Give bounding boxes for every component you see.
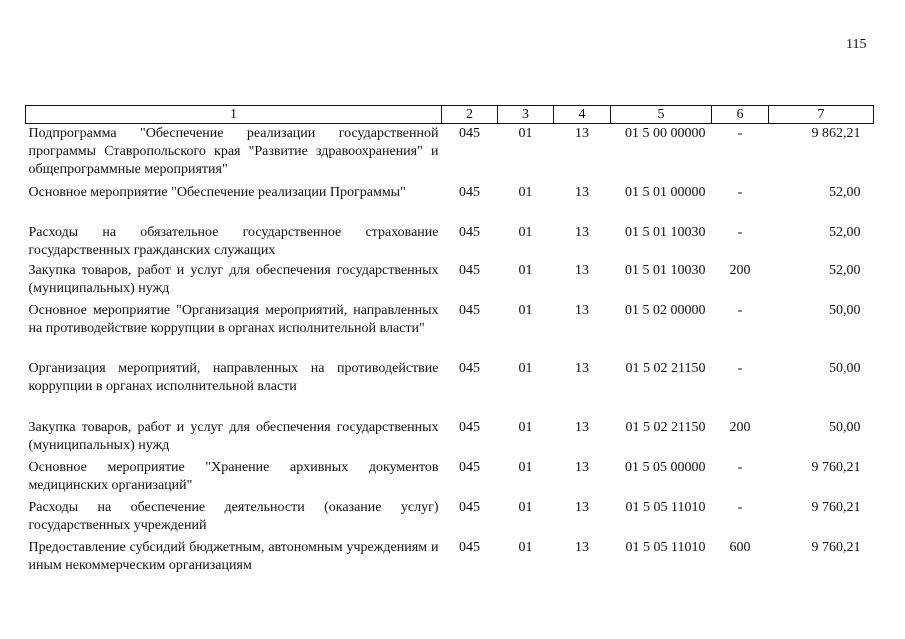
table-row [26, 458, 874, 498]
row-subsection: 13 [575, 420, 589, 435]
row-target: 01 5 02 00000 [625, 303, 706, 318]
row-subsection: 13 [575, 500, 589, 515]
row-name: Организация мероприятий, направленных на противодействие коррупции в органах исполнительной власти [28, 361, 439, 394]
row-name: Расходы на обязательное государственное страхование государственных гражданских служащих [28, 225, 439, 258]
row-subsection: 13 [575, 263, 589, 278]
row-name: Закупка товаров, работ и услуг для обеспечения государственных (муниципальных) нужд [28, 263, 439, 296]
row-ministry: 045 [459, 460, 480, 475]
row-expense-type: - [737, 303, 743, 318]
row-subsection: 13 [575, 460, 589, 475]
row-target: 01 5 00 00000 [625, 126, 706, 141]
row-target: 01 5 05 00000 [625, 460, 706, 475]
table-row [26, 498, 874, 538]
row-target: 01 5 01 10030 [625, 225, 706, 240]
table-row [26, 359, 874, 418]
row-section: 01 [518, 361, 533, 376]
row-amount: 9 760,21 [811, 500, 861, 515]
row-section: 01 [518, 126, 533, 141]
row-subsection: 13 [575, 126, 589, 141]
row-expense-type: - [737, 500, 743, 515]
budget-table [25, 105, 874, 579]
row-name: Основное мероприятие "Хранение архивных документов медицинских организаций" [28, 460, 439, 493]
row-target: 01 5 02 21150 [625, 361, 706, 376]
row-expense-type: - [737, 126, 743, 141]
col-header-section: 3 [498, 106, 554, 124]
row-section: 01 [518, 303, 533, 318]
row-section: 01 [518, 185, 533, 200]
row-name: Предоставление субсидий бюджетным, автономным учреждениям и иным некоммерческим организациям [28, 540, 439, 573]
row-section: 01 [518, 540, 533, 555]
col-header-amount: 7 [769, 106, 874, 124]
row-target: 01 5 01 10030 [625, 263, 706, 278]
table-row [26, 223, 874, 261]
row-expense-type: 200 [729, 420, 751, 435]
row-amount: 50,00 [829, 361, 861, 376]
row-target: 01 5 05 11010 [625, 540, 706, 555]
row-expense-type: - [737, 460, 743, 475]
row-section: 01 [518, 460, 533, 475]
table-row [26, 183, 874, 223]
page-number: 115 [846, 37, 867, 52]
col-header-target: 5 [611, 106, 712, 124]
row-name: Основное мероприятие "Обеспечение реализации Программы" [28, 185, 406, 200]
row-expense-type: 200 [729, 263, 751, 278]
table-row [26, 261, 874, 301]
row-section: 01 [518, 225, 533, 240]
row-target: 01 5 02 21150 [625, 420, 706, 435]
row-amount: 9 760,21 [811, 540, 861, 555]
header-row [26, 106, 874, 124]
row-amount: 52,00 [829, 225, 861, 240]
row-subsection: 13 [575, 185, 589, 200]
row-name: Основное мероприятие "Организация мероприятий, направленных на противодействие коррупции в органах исполнительной власти" [28, 303, 439, 336]
table-row [26, 418, 874, 458]
row-target: 01 5 05 11010 [625, 500, 706, 515]
row-subsection: 13 [575, 303, 589, 318]
row-ministry: 045 [459, 361, 480, 376]
table-row [26, 124, 874, 184]
row-subsection: 13 [575, 540, 589, 555]
row-subsection: 13 [575, 225, 589, 240]
col-header-name: 1 [26, 106, 442, 124]
row-name: Расходы на обеспечение деятельности (оказание услуг) государственных учреждений [28, 500, 439, 533]
table-row [26, 538, 874, 579]
row-ministry: 045 [459, 185, 480, 200]
row-ministry: 045 [459, 126, 480, 141]
row-ministry: 045 [459, 263, 480, 278]
row-section: 01 [518, 500, 533, 515]
row-ministry: 045 [459, 225, 480, 240]
row-expense-type: - [737, 185, 743, 200]
col-header-expense-type: 6 [712, 106, 769, 124]
row-expense-type: - [737, 361, 743, 376]
row-amount: 9 862,21 [811, 126, 861, 141]
row-amount: 50,00 [829, 420, 861, 435]
col-header-ministry: 2 [442, 106, 498, 124]
row-amount: 52,00 [829, 185, 861, 200]
row-target: 01 5 01 00000 [625, 185, 706, 200]
row-name: Подпрограмма "Обеспечение реализации государственной программы Ставропольского края "Развитие здравоохранения" и общепрограммные мероприятия" [28, 126, 439, 177]
row-expense-type: 600 [729, 540, 751, 555]
row-ministry: 045 [459, 420, 480, 435]
row-expense-type: - [737, 225, 743, 240]
row-section: 01 [518, 263, 533, 278]
row-amount: 9 760,21 [811, 460, 861, 475]
row-amount: 50,00 [829, 303, 861, 318]
row-amount: 52,00 [829, 263, 861, 278]
row-ministry: 045 [459, 540, 480, 555]
row-ministry: 045 [459, 500, 480, 515]
row-section: 01 [518, 420, 533, 435]
row-subsection: 13 [575, 361, 589, 376]
table-row [26, 301, 874, 359]
row-ministry: 045 [459, 303, 480, 318]
row-name: Закупка товаров, работ и услуг для обеспечения государственных (муниципальных) нужд [28, 420, 439, 453]
col-header-subsection: 4 [554, 106, 611, 124]
